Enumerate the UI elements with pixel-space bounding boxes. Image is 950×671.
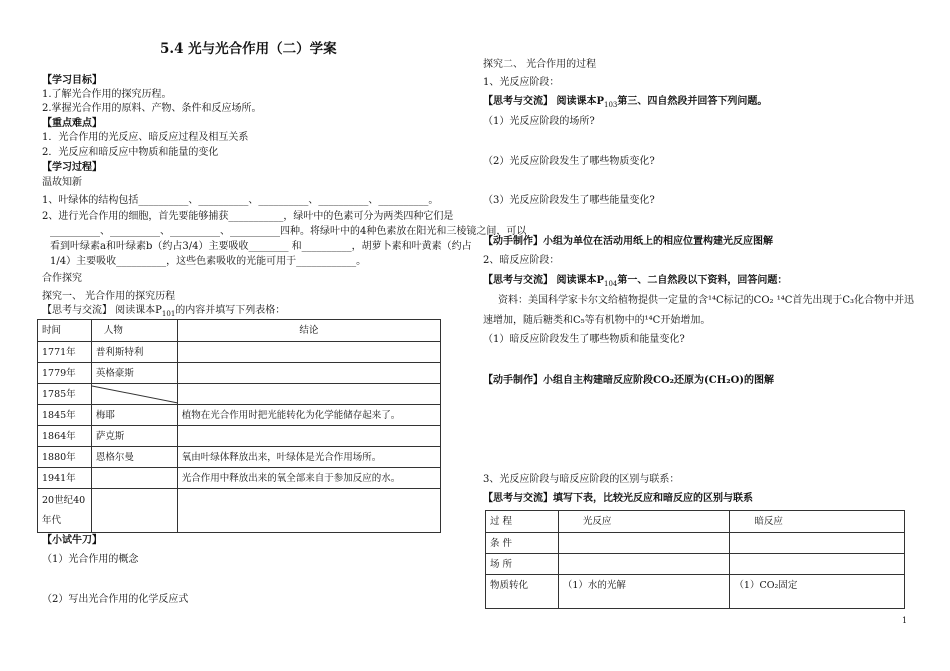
- diagonal-line: [92, 384, 178, 405]
- table-row: 1779年 英格豪斯: [38, 363, 441, 384]
- coop-heading: 合作探究: [42, 273, 82, 284]
- goals-header: 【学习目标】: [42, 75, 102, 86]
- table-row: 条 件: [486, 533, 905, 554]
- question-2-line-1: 2、进行光合作用的细胞，首先要能够捕获___________，绿叶中的色素可分为两类四种它们是: [42, 211, 454, 222]
- table-row: 1771年 普利斯特利: [38, 342, 441, 363]
- question-2-line-3: 看到叶绿素a和叶绿素b（约占3/4）主要吸收________ 和__________，胡萝卜素和叶黄素（约占: [50, 241, 472, 252]
- table-row: 场 所: [486, 554, 905, 575]
- page-number: 1: [902, 616, 908, 625]
- review-heading: 温故知新: [42, 177, 82, 188]
- light-stage-heading: 1、光反应阶段：: [483, 77, 560, 88]
- history-table: [37, 319, 441, 533]
- comparison-table: [485, 510, 905, 609]
- question-1: 1、叶绿体的结构包括__________、__________、__________、__________、__________。: [42, 195, 439, 206]
- trial-2: （2）写出光合作用的化学反应式: [42, 594, 189, 605]
- think-1: 【思考与交流】 阅读课本$P_{101}$的内容并填写下列表格：: [42, 305, 286, 318]
- trial-header: 【小试牛刀】: [42, 535, 102, 546]
- right-question-2: （2）光反应阶段发生了哪些物质变化?: [483, 156, 655, 167]
- table-header-cell: 人物: [91, 320, 177, 342]
- table-row: 1864年 萨克斯: [38, 426, 441, 447]
- key-2: 2．光反应和暗反应中物质和能量的变化: [42, 147, 219, 158]
- info-line-2: 速增加，随后糖类和C₅等有机物中的¹⁴C开始增加。: [483, 315, 711, 326]
- info-line-1: 资料：美国科学家卡尔文给植物提供一定量的含¹⁴C标记的CO₂ ¹⁴C首先出现于C₃化合物中并迅: [498, 295, 915, 306]
- table-header-cell: 结论: [177, 320, 440, 342]
- right-question-3: （3）光反应阶段发生了哪些能量变化?: [483, 195, 655, 206]
- question-2-line-4: 1/4）主要吸收__________，这些色素吸收的光能可用于____________。: [50, 256, 367, 267]
- table-header-cell: 光反应: [558, 511, 730, 533]
- diff-heading: 3、光反应阶段与暗反应阶段的区别与联系：: [483, 474, 680, 485]
- table-row: 20世纪40年代: [38, 489, 441, 533]
- table-header-cell: 时间: [38, 320, 92, 342]
- table-row: 物质转化 （1）水的光解 （1）CO₂固定: [486, 575, 905, 609]
- table-row: 1941年 光合作用中释放出来的氧全部来自于参加反应的水。: [38, 468, 441, 489]
- process-header: 【学习过程】: [42, 162, 102, 173]
- make-1: 【动手制作】小组为单位在活动用纸上的相应位置构建光反应图解: [483, 236, 773, 247]
- diagonal-cell: [91, 384, 177, 405]
- dark-stage-heading: 2、暗反应阶段：: [483, 255, 560, 266]
- table-row: 1845年 梅耶 植物在光合作用时把光能转化为化学能储存起来了。: [38, 405, 441, 426]
- goal-2: 2.掌握光合作用的原料、产物、条件和反应场所。: [42, 103, 262, 114]
- key-1: 1．光合作用的光反应、暗反应过程及相互关系: [42, 132, 249, 143]
- key-header: 【重点难点】: [42, 118, 102, 129]
- table-header-cell: 过 程: [486, 511, 559, 533]
- question-2-line-2: __________、__________、__________、__________四种。将绿叶中的4种色素放在阳光和三棱镜之间，可以: [50, 226, 527, 237]
- think-2: 【思考与交流】 阅读课本$P_{103}$第三、四自然段并回答下列问题。: [483, 96, 768, 109]
- table-header-cell: 暗反应: [730, 511, 905, 533]
- page-title: 5.4 光与光合作用（二）学案: [160, 41, 337, 57]
- table-row: 1880年 恩格尔曼 氧由叶绿体释放出来，叶绿体是光合作用场所。: [38, 447, 441, 468]
- right-question-4: （1）暗反应阶段发生了哪些物质和能量变化?: [483, 334, 685, 345]
- explore-2-heading: 探究二、 光合作用的过程: [483, 59, 597, 70]
- think-4: 【思考与交流】填写下表，比较光反应和暗反应的区别与联系: [483, 493, 753, 504]
- explore-1-heading: 探究一、 光合作用的探究历程: [42, 291, 176, 302]
- trial-1: （1）光合作用的概念: [42, 554, 139, 565]
- goal-1: 1.了解光合作用的探究历程。: [42, 89, 172, 100]
- table-row: 1785年: [38, 384, 441, 405]
- think-3: 【思考与交流】 阅读课本$P_{104}$第一、二自然段以下资料，回答问题：: [483, 275, 788, 288]
- right-question-1: （1）光反应阶段的场所?: [483, 116, 595, 127]
- make-2: 【动手制作】小组自主构建暗反应阶段CO₂还原为(CH₂O)的图解: [483, 375, 775, 386]
